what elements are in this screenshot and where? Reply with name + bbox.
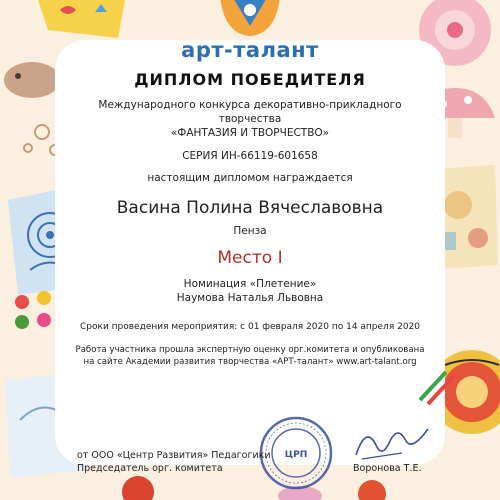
- diploma-title: ДИПЛОМ ПОБЕДИТЕЛЯ: [134, 70, 366, 89]
- chair-label: Председатель орг. комитета: [77, 463, 223, 474]
- signature: [352, 425, 432, 465]
- contest-line-2: творчества: [218, 113, 282, 125]
- recipient-city: Пенза: [233, 225, 267, 237]
- teacher-name: Наумова Наталья Львовна: [176, 292, 324, 304]
- awarded-text: настоящим дипломом награждается: [147, 172, 353, 184]
- place-award: Место I: [217, 248, 283, 268]
- art-talant-logo-icon: [218, 0, 282, 40]
- nomination: Номинация «Плетение»: [183, 278, 317, 290]
- evaluation-note-line-2: на сайте Академии развития творчества «АРТ-талант» www.art-talant.org: [83, 357, 417, 367]
- contest-line-1: Международного конкурса декоративно-прикладного: [98, 99, 402, 111]
- chair-name: Воронова Т.Е.: [353, 463, 422, 474]
- event-dates: Сроки проведения мероприятия: с 01 февраля 2020 по 14 апреля 2020: [80, 322, 420, 332]
- brand-name: арт-талант: [181, 38, 319, 62]
- stamp-center-text: ЦРП: [284, 450, 308, 460]
- evaluation-note-line-1: Работа участника прошла экспертную оценку орг.комитета и опубликована: [75, 345, 425, 355]
- diploma-series: СЕРИЯ ИН-66119-601658: [182, 150, 318, 162]
- contest-name: «ФАНТАЗИЯ И ТВОРЧЕСТВО»: [170, 127, 330, 139]
- recipient-name: Васина Полина Вячеславовна: [116, 198, 384, 218]
- organization-name: от ООО «Центр Развития» Педагогики: [77, 450, 271, 461]
